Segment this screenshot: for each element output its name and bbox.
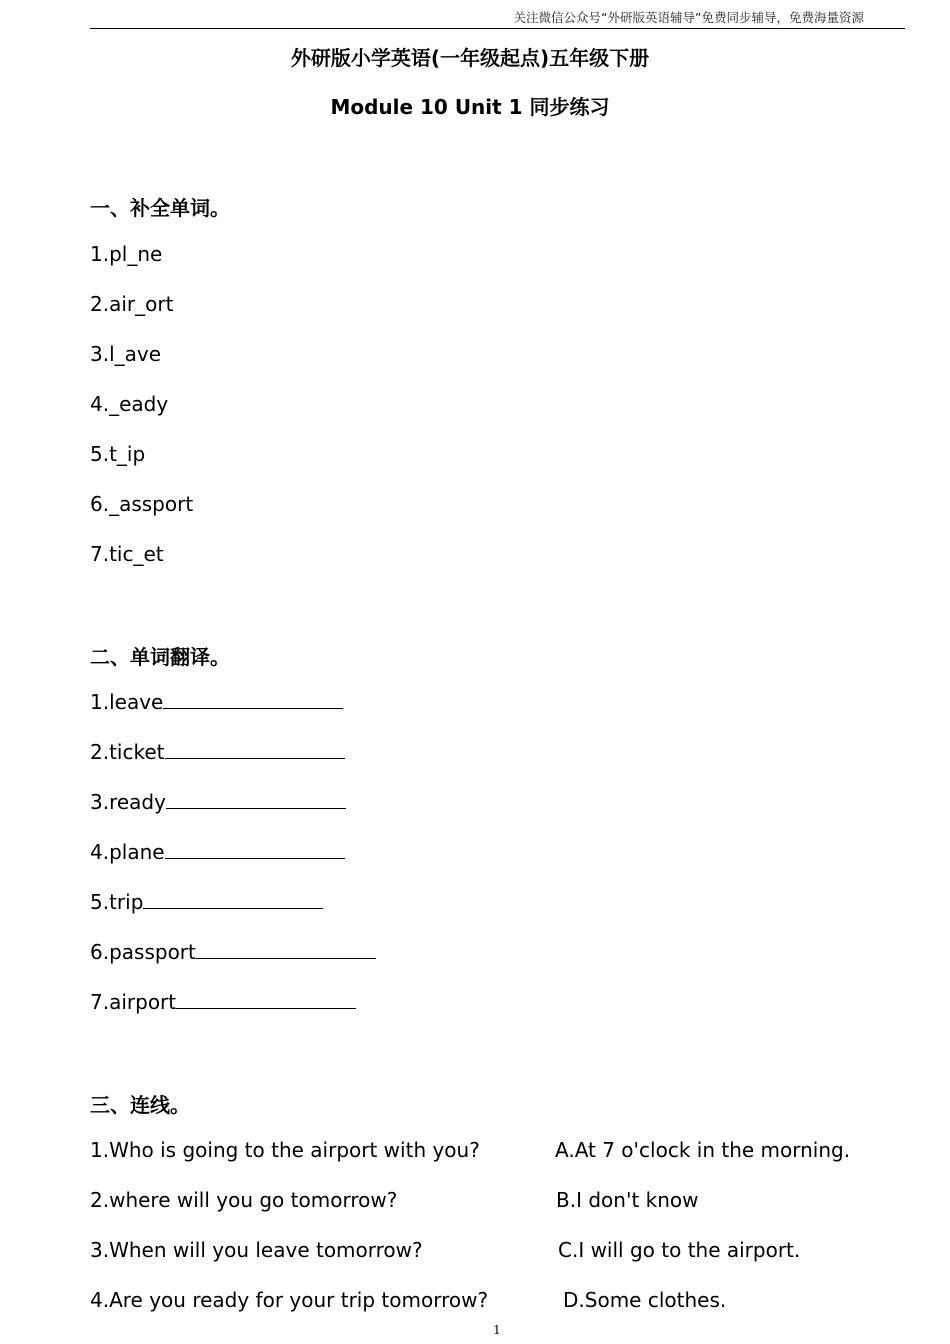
match-question-2: 2.where will you go tomorrow? xyxy=(90,1188,398,1212)
translate-word: 7.airport xyxy=(90,990,177,1014)
section-3-heading: 三、连线。 xyxy=(90,1093,190,1117)
fill-word-item-2: 2.air_ort xyxy=(90,292,174,316)
fill-word-item-6: 6._assport xyxy=(90,492,194,516)
translate-word: 2.ticket xyxy=(90,740,165,764)
match-question-1: 1.Who is going to the airport with you? xyxy=(90,1138,480,1162)
match-answer-c: C.I will go to the airport. xyxy=(558,1238,801,1262)
translate-word: 4.plane xyxy=(90,840,165,864)
match-question-4: 4.Are you ready for your trip tomorrow? xyxy=(90,1288,489,1312)
translate-item-3 xyxy=(90,790,346,814)
answer-blank[interactable] xyxy=(196,940,376,959)
translate-word: 3.ready xyxy=(90,790,166,814)
document-title: 外研版小学英语(一年级起点)五年级下册 xyxy=(290,46,650,70)
document-subtitle: Module 10 Unit 1 同步练习 xyxy=(330,95,610,119)
match-answer-a: A.At 7 o'clock in the morning. xyxy=(555,1138,851,1162)
translate-word: 1.leave xyxy=(90,690,164,714)
fill-word-item-7: 7.tic_et xyxy=(90,542,164,566)
match-question-3: 3.When will you leave tomorrow? xyxy=(90,1238,423,1262)
answer-blank[interactable] xyxy=(166,790,346,809)
translate-item-4 xyxy=(90,840,345,864)
fill-word-item-4: 4._eady xyxy=(90,392,169,416)
translate-word: 5.trip xyxy=(90,890,144,914)
answer-blank[interactable] xyxy=(143,890,323,909)
fill-word-item-3: 3.l_ave xyxy=(90,342,162,366)
section-1-heading: 一、补全单词。 xyxy=(90,196,230,220)
header-note: 关注微信公众号“外研版英语辅导”免费同步辅导，免费海量资源 xyxy=(513,10,864,25)
fill-word-item-5: 5.t_ip xyxy=(90,442,146,466)
translate-item-6 xyxy=(90,940,376,964)
section-2-heading: 二、单词翻译。 xyxy=(90,645,230,669)
translate-item-2 xyxy=(90,740,345,764)
match-answer-d: D.Some clothes. xyxy=(563,1288,727,1312)
translate-item-1 xyxy=(90,690,343,714)
page-number: 1 xyxy=(493,1323,501,1337)
answer-blank[interactable] xyxy=(165,840,345,859)
answer-blank[interactable] xyxy=(176,990,356,1009)
translate-item-7 xyxy=(90,990,356,1014)
answer-blank[interactable] xyxy=(165,740,345,759)
match-answer-b: B.I don't know xyxy=(556,1188,699,1212)
header-rule xyxy=(90,28,905,29)
translate-item-5 xyxy=(90,890,323,914)
answer-blank[interactable] xyxy=(163,690,343,709)
translate-word: 6.passport xyxy=(90,940,196,964)
fill-word-item-1: 1.pl_ne xyxy=(90,242,163,266)
